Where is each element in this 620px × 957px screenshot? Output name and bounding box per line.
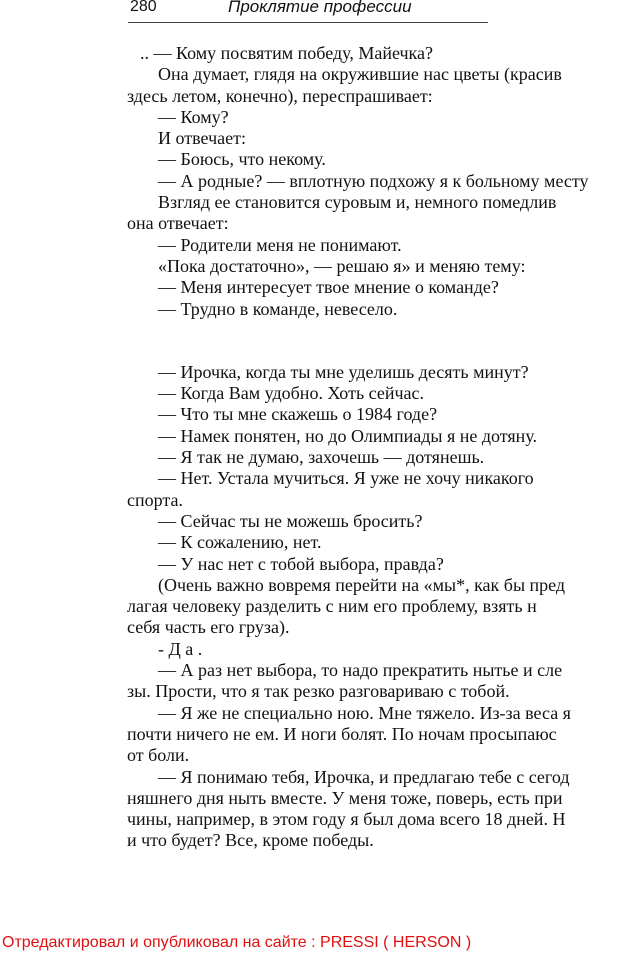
- text-line: — Когда Вам удобно. Хоть сейчас.: [158, 383, 425, 404]
- text-line: — Трудно в команде, невесело.: [158, 298, 398, 319]
- text-line: — Кому?: [158, 106, 229, 127]
- text-line: няшнего дня ныть вместе. У меня тоже, поверь, есть при: [127, 787, 563, 808]
- text-line: И отвечает:: [158, 128, 246, 149]
- text-line: — Намек понятен, но до Олимпиады я не дотяну.: [158, 425, 538, 446]
- text-line: лагая человеку разделить с ним его проблему, взять н: [127, 596, 537, 617]
- text-line: - Д а .: [158, 638, 203, 659]
- text-line: почти ничего не ем. И ноги болят. По ночам просыпаюс: [127, 723, 557, 744]
- page-number: 280: [130, 0, 157, 15]
- text-line: — Родители меня не понимают.: [158, 234, 402, 255]
- text-line: себя часть его груза).: [127, 617, 290, 638]
- text-line: — Что ты мне скажешь о 1984 годе?: [158, 404, 438, 425]
- text-line: — Боюсь, что некому.: [158, 149, 326, 170]
- text-line: — К сожалению, нет.: [158, 532, 322, 553]
- publisher-footer: Отредактировал и опубликовал на сайте : PRESSI ( HERSON ): [2, 934, 472, 951]
- text-line: — А родные? — вплотную подхожу я к больному месту: [158, 170, 589, 191]
- paragraph-gap: [127, 320, 620, 362]
- text-line: чины, например, в этом году я был дома всего 18 дней. Н: [127, 809, 566, 830]
- running-title: Проклятие профессии: [228, 0, 412, 16]
- text-line: — Нет. Устала мучиться. Я уже не хочу никакого: [158, 468, 534, 489]
- text-line: — Меня интересует твое мнение о команде?: [158, 277, 499, 298]
- text-line: — А раз нет выбора, то надо прекратить нытье и сле: [158, 660, 563, 681]
- text-line: — Сейчас ты не можешь бросить?: [158, 510, 423, 531]
- text-line: она отвечает:: [127, 213, 229, 234]
- text-line: и что будет? Все, кроме победы.: [127, 830, 374, 851]
- body-text: [127, 43, 620, 852]
- text-line: — Я так не думаю, захочешь — дотянешь.: [158, 447, 485, 468]
- text-line: — Ирочка, когда ты мне уделишь десять минут?: [158, 361, 529, 382]
- page-header: [128, 0, 488, 23]
- text-line: Она думает, глядя на окружившие нас цветы (красив: [158, 64, 562, 85]
- text-line: «Пока достаточно», — решаю я» и меняю тему:: [158, 255, 526, 276]
- text-line: спорта.: [127, 489, 183, 510]
- text-line: — Я понимаю тебя, Ирочка, и предлагаю тебе с сегод: [158, 766, 570, 787]
- text-line: .. — Кому посвятим победу, Майечка?: [140, 43, 433, 63]
- text-line: — Я же не специально ною. Мне тяжело. Из-за веса я: [158, 702, 571, 723]
- text-line: здесь летом, конечно), переспрашивает:: [127, 85, 433, 106]
- text-line: от боли.: [127, 745, 190, 766]
- text-line: (Очень важно вовремя перейти на «мы*, как бы пред: [158, 574, 566, 595]
- text-line: зы. Прости, что я так резко разговариваю с тобой.: [127, 681, 510, 702]
- text-line: Взгляд ее становится суровым и, немного помедлив: [158, 192, 557, 213]
- text-line: — У нас нет с тобой выбора, правда?: [158, 553, 444, 574]
